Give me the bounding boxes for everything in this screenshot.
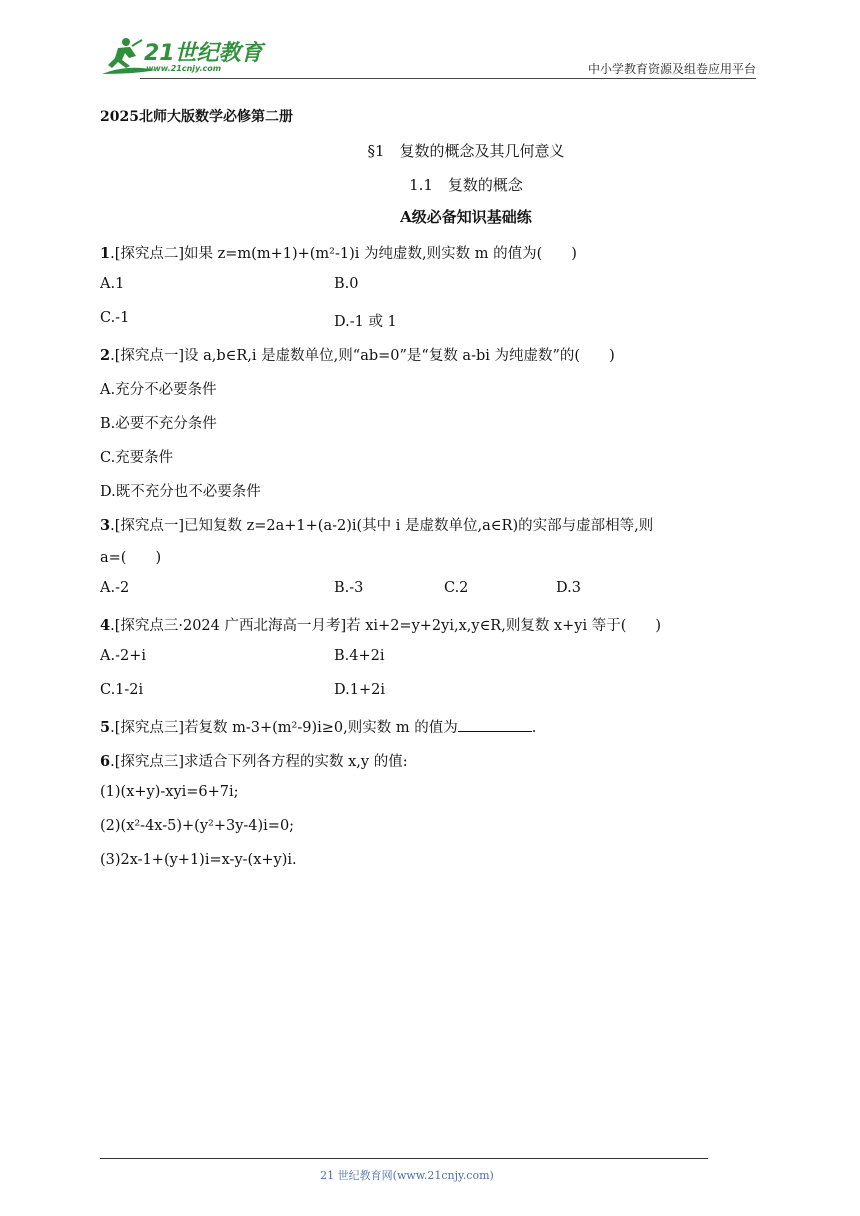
question-stem: .[探究点三]若复数 m-3+(m²-9)i≥0,则实数 m 的值为 <box>110 720 458 736</box>
question-3 <box>100 514 653 535</box>
sub-question-1: (1)(x+y)-xyi=6+7i; <box>100 784 239 800</box>
option-a: A.1 <box>100 276 125 292</box>
option-d: D.3 <box>556 580 581 596</box>
chapter-title: §1 复数的概念及其几何意义 <box>367 142 565 160</box>
option-c: C.1-2i <box>100 682 144 698</box>
question-stem: .[探究点三]求适合下列各方程的实数 x,y 的值: <box>110 754 408 770</box>
option-b: B.0 <box>334 276 359 292</box>
logo-url: www.21cnjy.com <box>146 64 222 73</box>
question-4 <box>100 614 661 635</box>
header-divider <box>140 78 756 79</box>
option-c: C.-1 <box>100 310 130 326</box>
subsection-title: 1.1 复数的概念 <box>409 176 523 194</box>
q1-options-row-2 <box>100 310 397 330</box>
page-header <box>0 0 860 90</box>
question-stem: .[探究点二]如果 z=m(m+1)+(m²-1)i 为纯虚数,则实数 m 的值为( ) <box>110 246 577 262</box>
q4-options-row-2 <box>100 682 385 698</box>
option-a: A.充分不必要条件 <box>100 382 217 398</box>
option-c: C.充要条件 <box>100 450 174 466</box>
question-3-continuation: a=( ) <box>100 550 162 566</box>
question-stem: .[探究点一]已知复数 z=2a+1+(a-2)i(其中 i 是虚数单位,a∈R)的实部与虚部相等,则 <box>110 518 654 534</box>
page-footer <box>0 1167 860 1183</box>
question-1 <box>100 242 577 263</box>
option-a: A.-2+i <box>100 648 146 664</box>
q1-options-row-1 <box>100 276 359 292</box>
option-b: B.-3 <box>334 580 364 596</box>
question-stem: .[探究点一]设 a,b∈R,i 是虚数单位,则“ab=0”是“复数 a-bi 为纯虚数”的( ) <box>110 348 615 364</box>
platform-name: 中小学教育资源及组卷应用平台 <box>587 62 756 76</box>
option-d: D.1+2i <box>334 682 385 698</box>
question-number: 1 <box>100 245 111 262</box>
sub-question-3: (3)2x-1+(y+1)i=x-y-(x+y)i. <box>100 852 297 868</box>
question-number: 2 <box>100 347 111 364</box>
option-a: A.-2 <box>100 580 130 596</box>
footer-divider <box>100 1158 708 1159</box>
answer-blank[interactable] <box>458 717 532 732</box>
question-number: 3 <box>100 517 111 534</box>
option-d: D.既不充分也不必要条件 <box>100 484 261 500</box>
document-title: 2025北师大版数学必修第二册 <box>100 109 293 125</box>
question-number: 4 <box>100 617 111 634</box>
question-stem: .[探究点三·2024 广西北海高一月考]若 xi+2=y+2yi,x,y∈R,则复数 x+yi 等于( ) <box>110 618 662 634</box>
option-d: D.-1 或 1 <box>334 314 397 330</box>
option-c: C.2 <box>444 580 469 596</box>
footer-text[interactable]: 21 世纪教育网(www.21cnjy.com) <box>320 1169 494 1182</box>
option-b: B.4+2i <box>334 648 385 664</box>
q4-options-row-1 <box>100 648 385 664</box>
question-number: 5 <box>100 719 111 736</box>
sub-question-2: (2)(x²-4x-5)+(y²+3y-4)i=0; <box>100 818 295 834</box>
level-title: A级必备知识基础练 <box>400 208 532 226</box>
question-number: 6 <box>100 753 111 770</box>
option-b: B.必要不充分条件 <box>100 416 217 432</box>
question-2 <box>100 344 615 365</box>
q3-options-row <box>100 580 581 596</box>
logo-text: 21世纪教育 <box>144 41 263 66</box>
question-6 <box>100 750 408 771</box>
question-end: . <box>531 720 537 736</box>
question-5 <box>100 716 536 737</box>
